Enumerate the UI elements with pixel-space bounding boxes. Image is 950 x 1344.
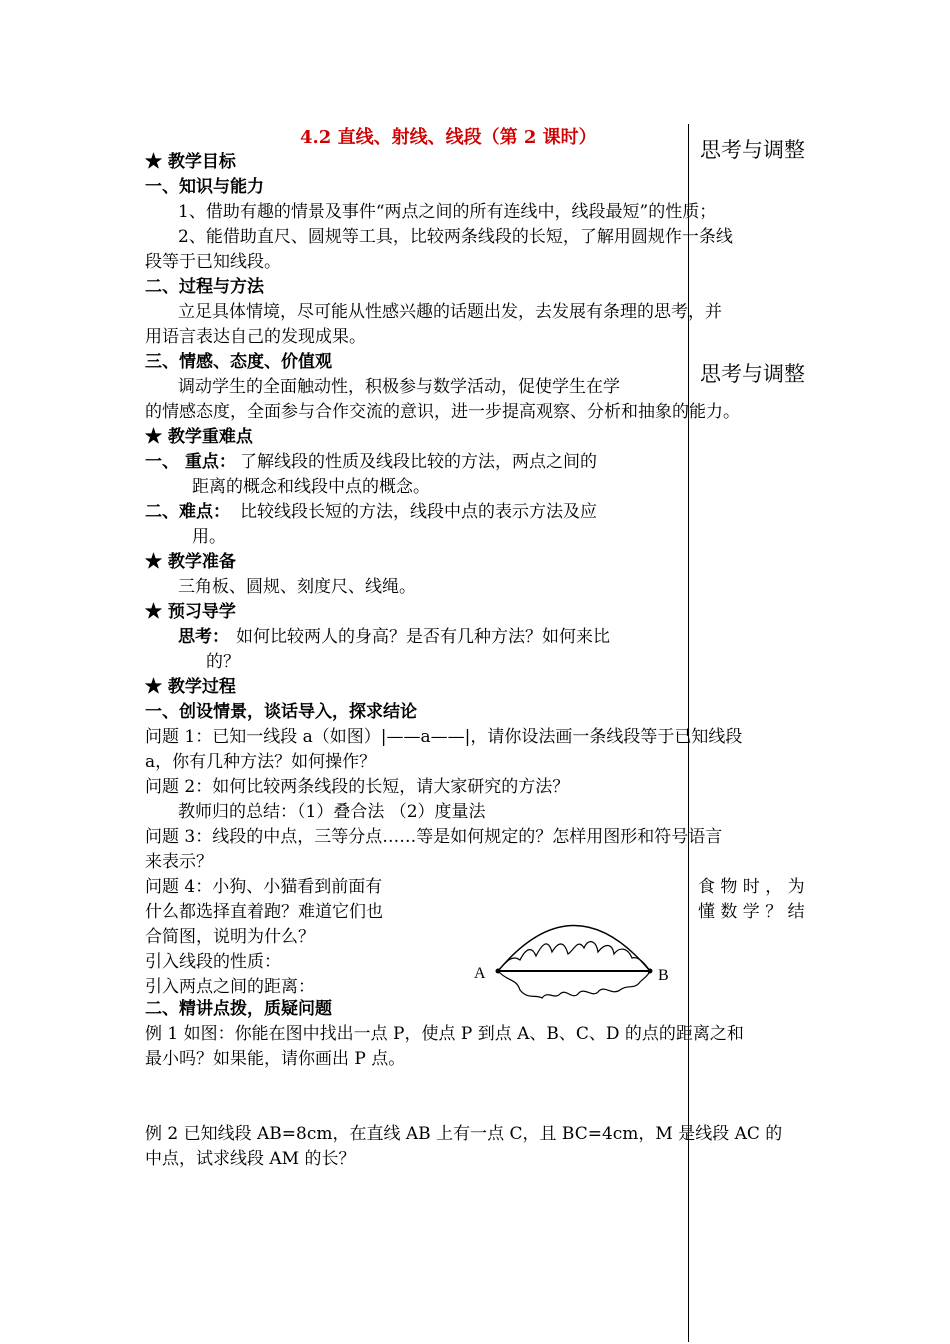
- point-a-label: A: [474, 965, 486, 982]
- question-4-line-2-right: 懂 数 学 ？ 结: [698, 902, 805, 922]
- page-title: 4.2 直线、射线、线段（第 2 课时）: [300, 127, 597, 148]
- wavy-lower-path: [498, 971, 650, 998]
- objective-item-1: 1、借助有趣的情景及事件“两点之间的所有连线中，线段最短”的性质；: [178, 202, 717, 222]
- process-method-text-line-2: 用语言表达自己的发现成果。: [145, 327, 366, 347]
- difficulty-label: 二、难点：: [145, 502, 230, 522]
- teaching-process-heading: ★ 教学过程: [145, 677, 236, 697]
- preview-text-line-1: 如何比较两人的身高？是否有几种方法？如何来比: [236, 627, 610, 647]
- example-2-line-2: 中点，试求线段 AM 的长？: [145, 1149, 356, 1169]
- difficulty-text-line-2: 用。: [192, 527, 226, 547]
- point-b-dot: [648, 969, 653, 974]
- example-1-line-2: 最小吗？如果能，请你画出 P 点。: [145, 1049, 406, 1069]
- example-1-line-1: 例 1 如图：你能在图中找出一点 P，使点 P 到点 A、B、C、D 的点的距离之和: [145, 1024, 744, 1044]
- question-2: 问题 2：如何比较两条线段的长短，请大家研究的方法？: [145, 777, 570, 797]
- emotion-attitude-text-line-1: 调动学生的全面触动性，积极参与数学活动，促使学生在学: [178, 377, 620, 397]
- question-4-line-3: 合简图，说明为什么？: [145, 927, 315, 947]
- preview-heading: ★ 预习导学: [145, 602, 236, 622]
- key-point-label: 一、 重点：: [145, 452, 236, 472]
- point-a-dot: [496, 969, 501, 974]
- preview-text-line-2: 的？: [206, 652, 240, 672]
- objectives-heading: ★ 教学目标: [145, 152, 236, 172]
- emotion-attitude-text-line-2: 的情感态度，全面参与合作交流的意识，进一步提高观察、分析和抽象的能力。: [145, 402, 740, 422]
- question-4-line-1-left: 问题 4：小狗、小猫看到前面有: [145, 877, 383, 897]
- wavy-upper-path: [498, 942, 650, 971]
- process-method-heading: 二、过程与方法: [145, 277, 264, 297]
- shortest-path-figure: [462, 908, 682, 1008]
- emotion-attitude-heading: 三、情感、态度、价值观: [145, 352, 332, 372]
- question-1-line-1: 问题 1：已知一线段 a（如图）|——a——|，请你设法画一条线段等于已知线段: [145, 727, 743, 747]
- teacher-summary: 教师归的总结：（1）叠合法 （2）度量法: [178, 802, 486, 822]
- preview-think-label: 思考：: [178, 627, 229, 647]
- objective-item-2-line-1: 2、能借助直尺、圆规等工具，比较两条线段的长短，了解用圆规作一条线: [178, 227, 733, 247]
- key-points-heading: ★ 教学重难点: [145, 427, 253, 447]
- side-note-heading: 思考与调整: [700, 138, 805, 162]
- process-method-text-line-1: 立足具体情境，尽可能从性感兴趣的话题出发，去发展有条理的思考，并: [178, 302, 722, 322]
- question-3-line-2: 来表示？: [145, 852, 213, 872]
- question-4-line-2-left: 什么都选择直着跑？难道它们也: [145, 902, 383, 922]
- key-point-text-line-1: 了解线段的性质及线段比较的方法，两点之间的: [240, 452, 597, 472]
- question-4-line-1-right: 食 物 时 ， 为: [698, 877, 805, 897]
- difficulty-text-line-1: 比较线段长短的方法，线段中点的表示方法及应: [240, 502, 597, 522]
- preparation-heading: ★ 教学准备: [145, 552, 236, 572]
- intro-two-point-distance: 引入两点之间的距离：: [145, 977, 315, 997]
- section-1-heading: 一、创设情景，谈话导入，探求结论: [145, 702, 417, 722]
- section-2-heading: 二、精讲点拨，质疑问题: [145, 999, 332, 1019]
- point-b-label: B: [658, 967, 669, 984]
- knowledge-ability-heading: 一、知识与能力: [145, 177, 264, 197]
- preparation-text: 三角板、圆规、刻度尺、线绳。: [178, 577, 416, 597]
- question-1-line-2: a，你有几种方法？如何操作？: [145, 752, 377, 772]
- example-2-line-1: 例 2 已知线段 AB=8cm，在直线 AB 上有一点 C，且 BC=4cm，M 是线段 AC 的: [145, 1124, 783, 1144]
- objective-item-2-line-2: 段等于已知线段。: [145, 252, 281, 272]
- key-point-text-line-2: 距离的概念和线段中点的概念。: [192, 477, 430, 497]
- intro-segment-property: 引入线段的性质：: [145, 952, 281, 972]
- side-note-heading-2: 思考与调整: [700, 362, 805, 386]
- question-3-line-1: 问题 3：线段的中点，三等分点……等是如何规定的？怎样用图形和符号语言: [145, 827, 723, 847]
